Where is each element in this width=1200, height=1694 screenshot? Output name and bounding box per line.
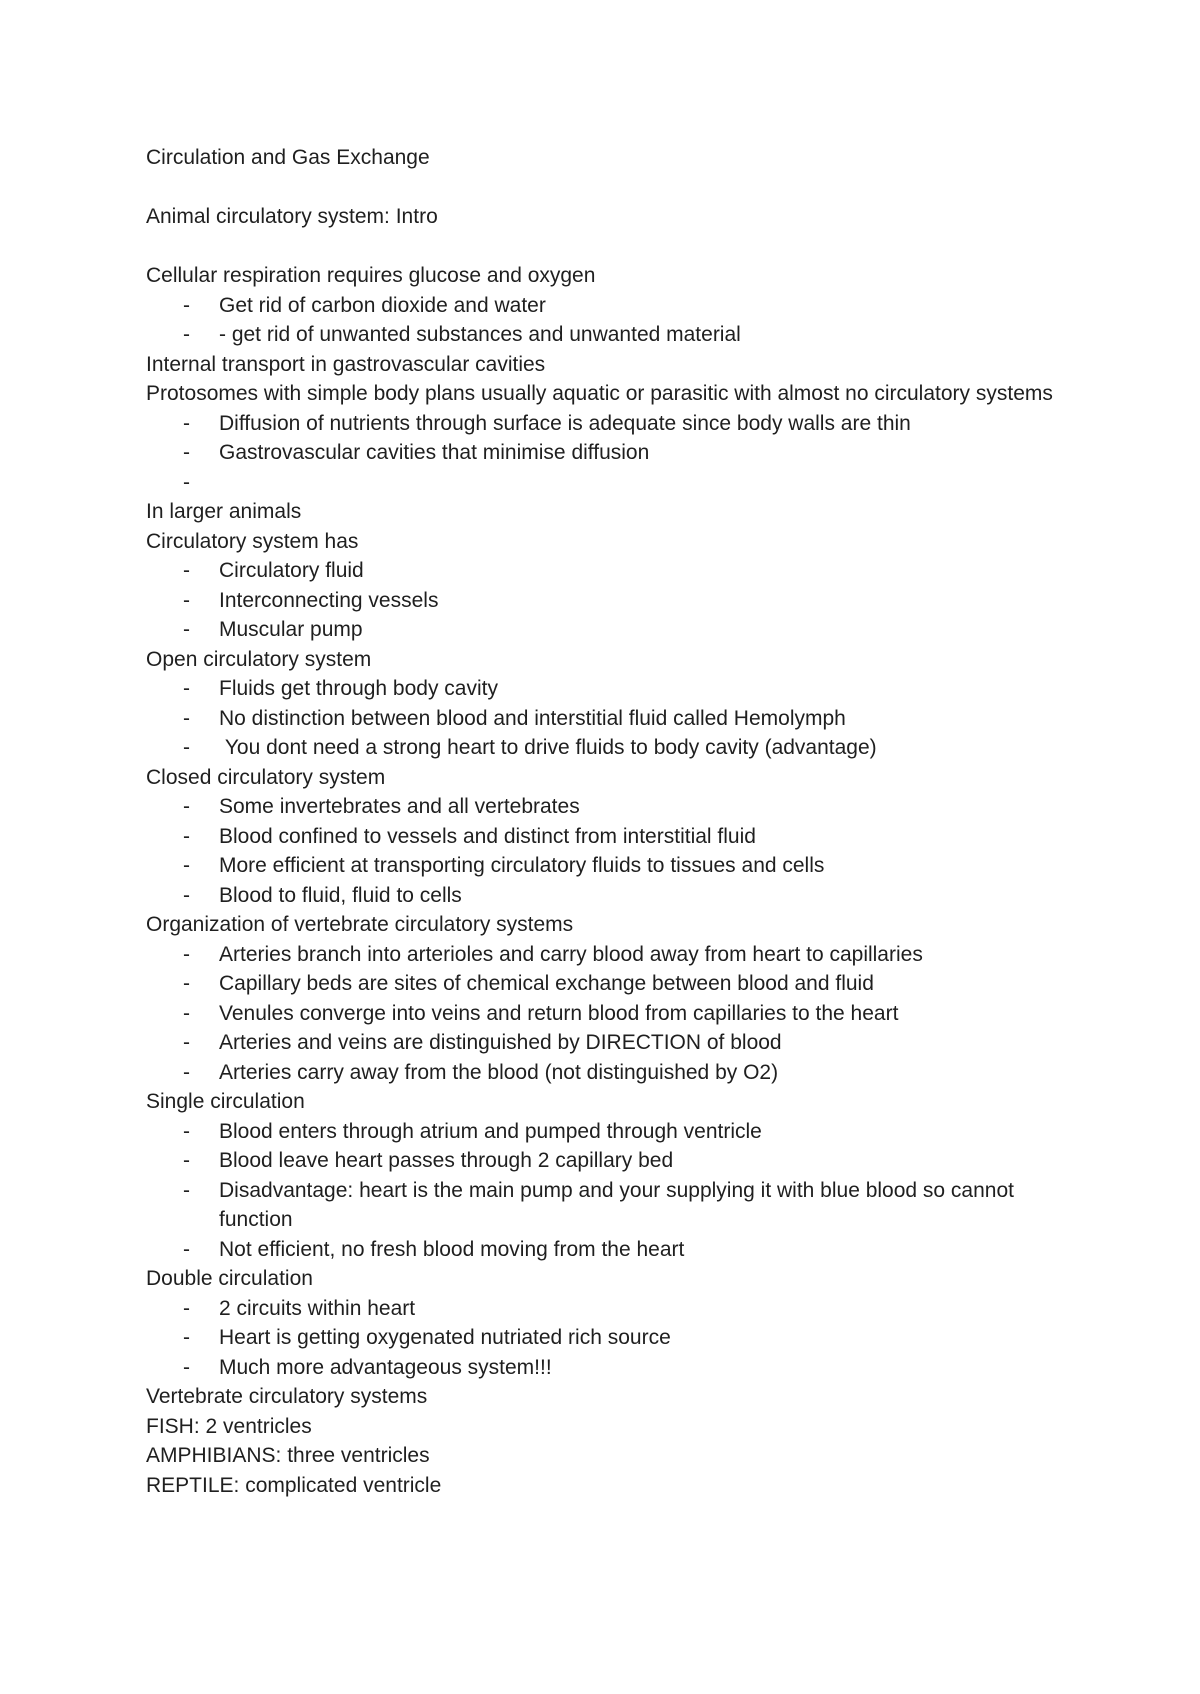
bullet-text: Arteries and veins are distinguished by DIRECTION of blood — [219, 1031, 782, 1054]
section-heading: AMPHIBIANS: three ventricles — [146, 1444, 430, 1467]
bullet-item — [146, 940, 1066, 970]
bullet-text: Capillary beds are sites of chemical exchange between blood and fluid — [219, 972, 874, 995]
document-title: Circulation and Gas Exchange — [146, 146, 430, 169]
bullet-item — [146, 1028, 1066, 1058]
bullet-dash: - — [183, 588, 190, 612]
section-heading: In larger animals — [146, 500, 302, 523]
bullet-dash: - — [183, 1031, 190, 1054]
bullet-dash: - — [183, 706, 190, 730]
bullet-text: Arteries carry away from the blood (not distinguished by O2) — [219, 1060, 779, 1084]
bullet-text: Gastrovascular cavities that minimise diffusion — [219, 441, 650, 464]
bullet-text: Some invertebrates and all vertebrates — [219, 795, 580, 818]
bullet-text: Arteries branch into arterioles and carry blood away from heart to capillaries — [219, 942, 923, 966]
bullet-item — [146, 851, 1066, 881]
bullet-dash: - — [183, 736, 190, 759]
bullet-item — [146, 1146, 1066, 1176]
bullet-item — [146, 1117, 1066, 1147]
bullet-text: No distinction between blood and interstitial fluid called Hemolymph — [219, 706, 846, 730]
bullet-item — [146, 1176, 1066, 1235]
bullet-dash: - — [183, 293, 190, 317]
bullet-text: Blood enters through atrium and pumped through ventricle — [219, 1119, 762, 1143]
bullet-dash: - — [183, 1296, 190, 1320]
bullet-item — [146, 586, 1066, 616]
bullet-item — [146, 733, 1066, 763]
section-heading: Open circulatory system — [146, 647, 372, 671]
bullet-dash: - — [183, 1326, 190, 1349]
bullet-text: Blood leave heart passes through 2 capillary bed — [219, 1149, 674, 1172]
bullet-dash: - — [183, 883, 190, 907]
bullet-item — [146, 881, 1066, 911]
bullet-dash: - — [183, 1178, 190, 1202]
bullet-dash: - — [183, 323, 190, 346]
bullet-text: Blood confined to vessels and distinct from interstitial fluid — [219, 824, 756, 848]
bullet-item — [146, 409, 1066, 439]
bullet-text: Diffusion of nutrients through surface is adequate since body walls are thin — [219, 411, 911, 435]
section-heading: Protosomes with simple body plans usually aquatic or parasitic with almost no circulatory systems — [146, 382, 1053, 405]
bullet-item — [146, 999, 1066, 1029]
bullet-dash: - — [183, 942, 190, 966]
section-heading: Closed circulatory system — [146, 765, 386, 789]
bullet-dash: - — [183, 441, 190, 464]
bullet-dash: - — [183, 470, 190, 494]
spacer — [146, 232, 1066, 262]
bullet-dash: - — [183, 854, 190, 877]
bullet-text: More efficient at transporting circulatory fluids to tissues and cells — [219, 854, 825, 877]
bullet-text: You dont need a strong heart to drive fluids to body cavity (advantage) — [219, 736, 877, 759]
bullet-item — [146, 1058, 1066, 1088]
document-subtitle: Animal circulatory system: Intro — [146, 205, 438, 228]
section-heading: Double circulation — [146, 1267, 313, 1290]
bullet-text: Much more advantageous system!!! — [219, 1355, 552, 1379]
bullet-dash: - — [183, 1001, 190, 1025]
bullet-dash: - — [183, 1355, 190, 1379]
bullet-text: Venules converge into veins and return blood from capillaries to the heart — [219, 1001, 899, 1025]
bullet-item — [146, 1323, 1066, 1353]
bullet-item — [146, 674, 1066, 704]
section-heading: Vertebrate circulatory systems — [146, 1385, 428, 1408]
bullet-dash: - — [183, 1119, 190, 1143]
bullet-dash: - — [183, 677, 190, 700]
bullet-text: Circulatory fluid — [219, 559, 364, 582]
bullet-dash: - — [183, 972, 190, 995]
bullet-item — [146, 1294, 1066, 1324]
bullet-item — [146, 615, 1066, 645]
section-heading: Internal transport in gastrovascular cavities — [146, 352, 546, 376]
section-heading: Single circulation — [146, 1090, 305, 1113]
bullet-text: Not efficient, no fresh blood moving from the heart — [219, 1237, 685, 1261]
bullet-text: Heart is getting oxygenated nutriated rich source — [219, 1326, 671, 1349]
document-page — [146, 143, 1066, 1500]
bullet-dash: - — [183, 618, 190, 641]
bullet-item — [146, 291, 1066, 321]
bullet-text: 2 circuits within heart — [219, 1296, 416, 1320]
section-heading: Circulatory system has — [146, 529, 359, 553]
bullet-item — [146, 1235, 1066, 1265]
section-heading: Cellular respiration requires glucose and oxygen — [146, 264, 596, 287]
bullet-item — [146, 792, 1066, 822]
bullet-item — [146, 704, 1066, 734]
bullet-item — [146, 468, 1066, 498]
section-heading: Organization of vertebrate circulatory systems — [146, 913, 574, 936]
bullet-item — [146, 320, 1066, 350]
bullet-dash: - — [183, 1060, 190, 1084]
bullet-dash: - — [183, 1237, 190, 1261]
spacer — [146, 173, 1066, 203]
bullet-text — [219, 468, 1066, 498]
bullet-text: Fluids get through body cavity — [219, 677, 498, 700]
bullet-item — [146, 438, 1066, 468]
bullet-text: - get rid of unwanted substances and unwanted material — [219, 323, 741, 346]
bullet-text: Blood to fluid, fluid to cells — [219, 883, 462, 907]
bullet-dash: - — [183, 1149, 190, 1172]
bullet-text: Get rid of carbon dioxide and water — [219, 293, 546, 317]
bullet-dash: - — [183, 559, 190, 582]
bullet-dash: - — [183, 795, 190, 818]
bullet-text: Interconnecting vessels — [219, 588, 439, 612]
bullet-dash: - — [183, 411, 190, 435]
bullet-item — [146, 969, 1066, 999]
bullet-text: Disadvantage: heart is the main pump and your supplying it with blue blood so cannot function — [219, 1178, 1020, 1231]
section-heading: FISH: 2 ventricles — [146, 1414, 312, 1438]
bullet-item — [146, 822, 1066, 852]
bullet-text: Muscular pump — [219, 618, 363, 641]
bullet-item — [146, 1353, 1066, 1383]
section-heading: REPTILE: complicated ventricle — [146, 1473, 442, 1497]
bullet-dash: - — [183, 824, 190, 848]
document-body — [146, 261, 1066, 1500]
bullet-item — [146, 556, 1066, 586]
